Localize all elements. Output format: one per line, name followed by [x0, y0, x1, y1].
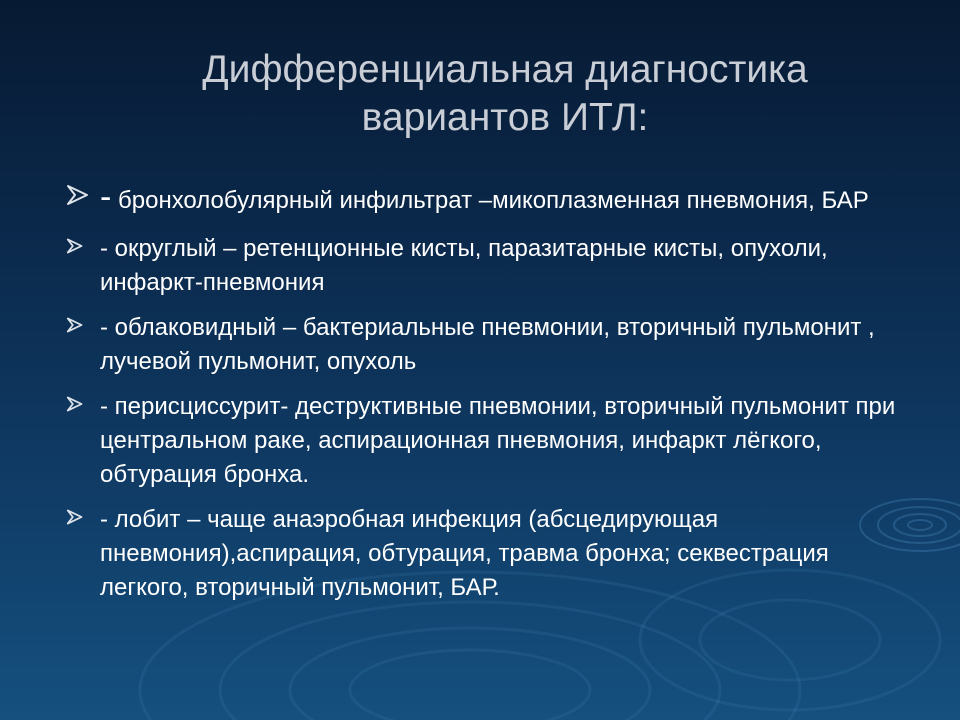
bullet-text: [100, 180, 896, 218]
arrowhead-bullet-icon: [66, 238, 84, 254]
arrowhead-bullet-icon: [66, 509, 84, 525]
arrowhead-bullet-icon: [66, 317, 84, 333]
bullet-text: - лобит – чаще анаэробная инфекция (абсцедирующая пневмония),аспирация, обтурация, травма бронха; секвестрация легкого, вторичный пульмонит, БАР.: [100, 506, 829, 601]
bullet-text: - перисциссурит- деструктивные пневмонии, вторичный пульмонит при центральном раке, аспирационная пневмония, инфаркт лёгкого, обтурация бронха.: [100, 393, 896, 488]
bullet-text: - облаковидный – бактериальные пневмонии, вторичный пульмонит , лучевой пульмонит, опухоль: [100, 314, 875, 375]
arrowhead-bullet-icon: [66, 396, 84, 412]
title-line-1: Дифференциальная диагностика: [202, 48, 808, 91]
slide-title: [150, 46, 860, 142]
bullet-list: [66, 180, 896, 616]
bullet-dash: -: [100, 178, 112, 216]
arrowhead-bullet-icon: [66, 184, 90, 206]
title-line-2: вариантов ИТЛ:: [361, 96, 649, 139]
bullet-item: [66, 390, 896, 492]
bullet-text: - округлый – ретенционные кисты, паразитарные кисты, опухоли, инфаркт-пневмония: [100, 235, 828, 296]
bullet-item: [66, 180, 896, 218]
bullet-text-body: бронхолобулярный инфильтрат –микоплазменная пневмония, БАР: [111, 187, 869, 214]
bullet-item: [66, 232, 896, 300]
bullet-item: [66, 311, 896, 379]
bullet-item: [66, 503, 896, 605]
